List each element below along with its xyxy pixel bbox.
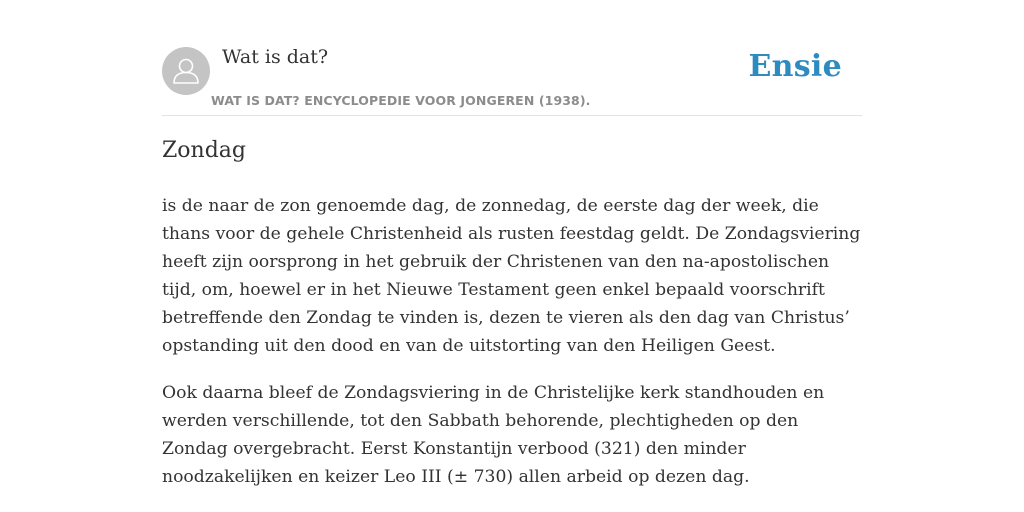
article-body (162, 192, 862, 510)
avatar[interactable] (162, 47, 210, 95)
source-header (162, 40, 862, 116)
article-paragraph: is de naar de zon genoemde dag, de zonnedag, de eerste dag der week, die thans voor de gehele Christenheid als rusten feestdag geldt. De Zondagsviering heeft zijn oorsprong in het gebruik der Christenen van den na-apostolischen tijd, om, hoewel er in het Nieuwe Testament geen enkel bepaald voorschrift betreffende den Zondag te vinden is, dezen te vieren als den dag van Christus’ opstanding uit den dood en van de uitstorting van den Heiligen Geest. (162, 196, 861, 356)
user-icon (162, 47, 210, 95)
article-title: Zondag (162, 138, 246, 163)
article-paragraph: Ook daarna bleef de Zondagsviering in de Christelijke kerk standhouden en werden verschillende, tot den Sabbath behorende, plechtigheden op den Zondag overgebracht. Eerst Konstantijn verbood (321) den minder noodzakelijken en keizer Leo III (± 730) allen arbeid op dezen dag. (162, 383, 825, 487)
source-title[interactable]: Wat is dat? (222, 46, 329, 68)
brand-logo[interactable]: Ensie (748, 49, 842, 84)
source-subtitle[interactable]: WAT IS DAT? ENCYCLOPEDIE VOOR JONGEREN (1938). (211, 93, 591, 108)
